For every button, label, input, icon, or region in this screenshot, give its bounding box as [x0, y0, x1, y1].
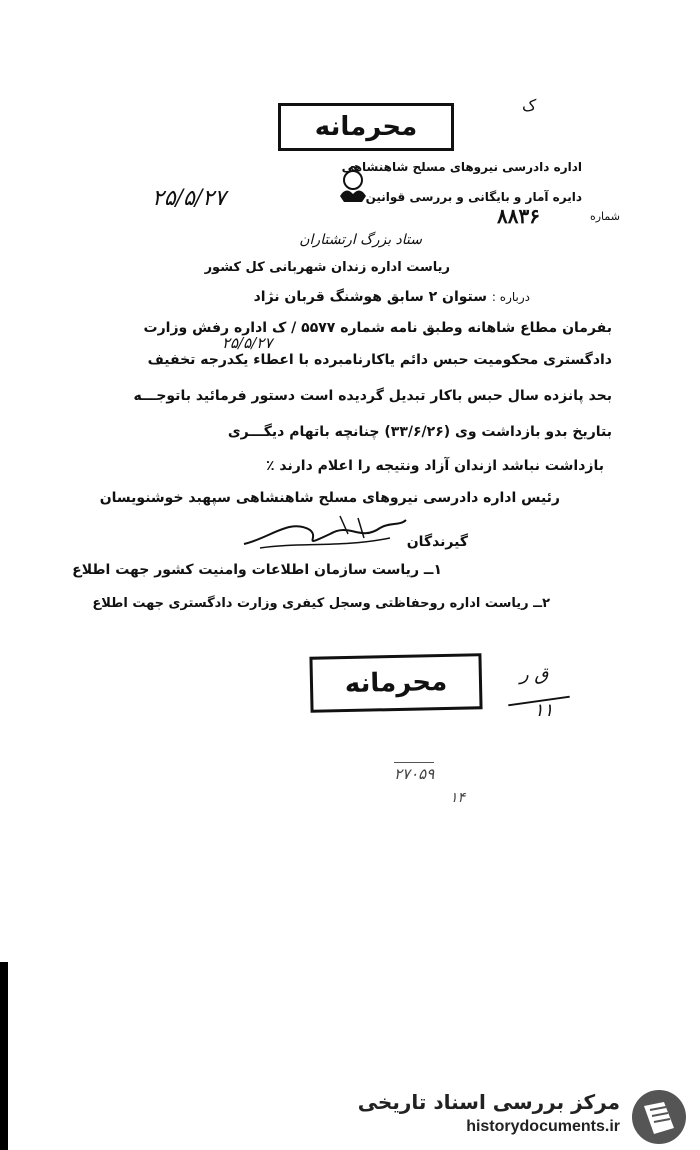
annotation-fraction-top: ق ر	[520, 664, 549, 685]
body-line-3: بحد پانزده سال حبس باکار تبدیل گردیده است دستور فرمائید باتوجـــه	[133, 388, 612, 404]
subject-label: درباره :	[491, 290, 530, 304]
letter-date: ۲۵/۵/۲۷	[152, 186, 226, 211]
corner-mark: ک	[522, 96, 537, 115]
scan-margin-bar	[0, 962, 8, 1150]
letter-number: ۸۸۳۶	[497, 204, 540, 228]
confidential-stamp-top-text: محرمانه	[314, 112, 418, 142]
body-line-2: دادگستری محکومیت حبس دائم یاکارنامبرده با اعطاء یکدرجه تخفیف	[147, 352, 612, 368]
annotation-scribble-2: ۱۴	[450, 790, 466, 806]
subject-text: ستوان ۲ سابق هوشنگ قربان نژاد	[253, 289, 488, 305]
recipient-title: ریاست اداره زندان شهربانی کل کشور	[204, 260, 450, 275]
annotation-scribble-1: ۲۷۰۵۹	[394, 762, 434, 783]
subject-line	[254, 289, 530, 305]
annotation-fraction-bottom: ۱۱	[534, 700, 554, 721]
lion-and-sun-emblem-icon	[332, 166, 374, 206]
number-label: شماره	[589, 210, 620, 223]
honorific-line: ستاد بزرگ ارتشتاران	[299, 232, 422, 248]
recipient-item-1: ۱ــ ریاست سازمان اطلاعات وامنیت کشور جهت اطلاع	[72, 562, 442, 578]
signature-icon	[240, 508, 410, 556]
header-department: اداره دادرسی نیروهای مسلح شاهنشاهی	[341, 160, 582, 174]
recipient-item-2: ۲ــ ریاست اداره روحفاظتی وسجل کیفری وزارت دادگستری جهت اطلاع	[92, 596, 550, 611]
body-ref-date: ۲۵/۵/۲۷	[222, 334, 273, 352]
body-line-1: بفرمان مطاع شاهانه وطبق نامه شماره ۵۵۷۷ / ک اداره رفش وزارت	[143, 320, 612, 336]
header-division: دایره آمار و بایگانی و بررسی قوانین	[365, 190, 582, 204]
confidential-stamp-bottom-text: محرمانه	[344, 666, 448, 700]
body-line-5: بازداشت نباشد ازندان آزاد ونتیجه را اعلام دارند ٪	[265, 458, 604, 474]
watermark-fa: مرکز بررسی اسناد تاریخی	[357, 1090, 620, 1114]
history-documents-logo-icon	[628, 1088, 690, 1146]
watermark-en: historydocuments.ir	[466, 1118, 620, 1135]
recipients-label: گیرندگان	[406, 534, 468, 550]
confidential-stamp-top	[278, 103, 454, 151]
confidential-stamp-bottom	[309, 653, 482, 713]
signatory-title: رئیس اداره دادرسی نیروهای مسلح شاهنشاهی سپهبد خوشنویسان	[99, 490, 560, 506]
body-line-4: بتاریخ بدو بازداشت وی (۳۳/۶/۲۶) چنانچه باتهام دیگـــری	[227, 424, 612, 440]
